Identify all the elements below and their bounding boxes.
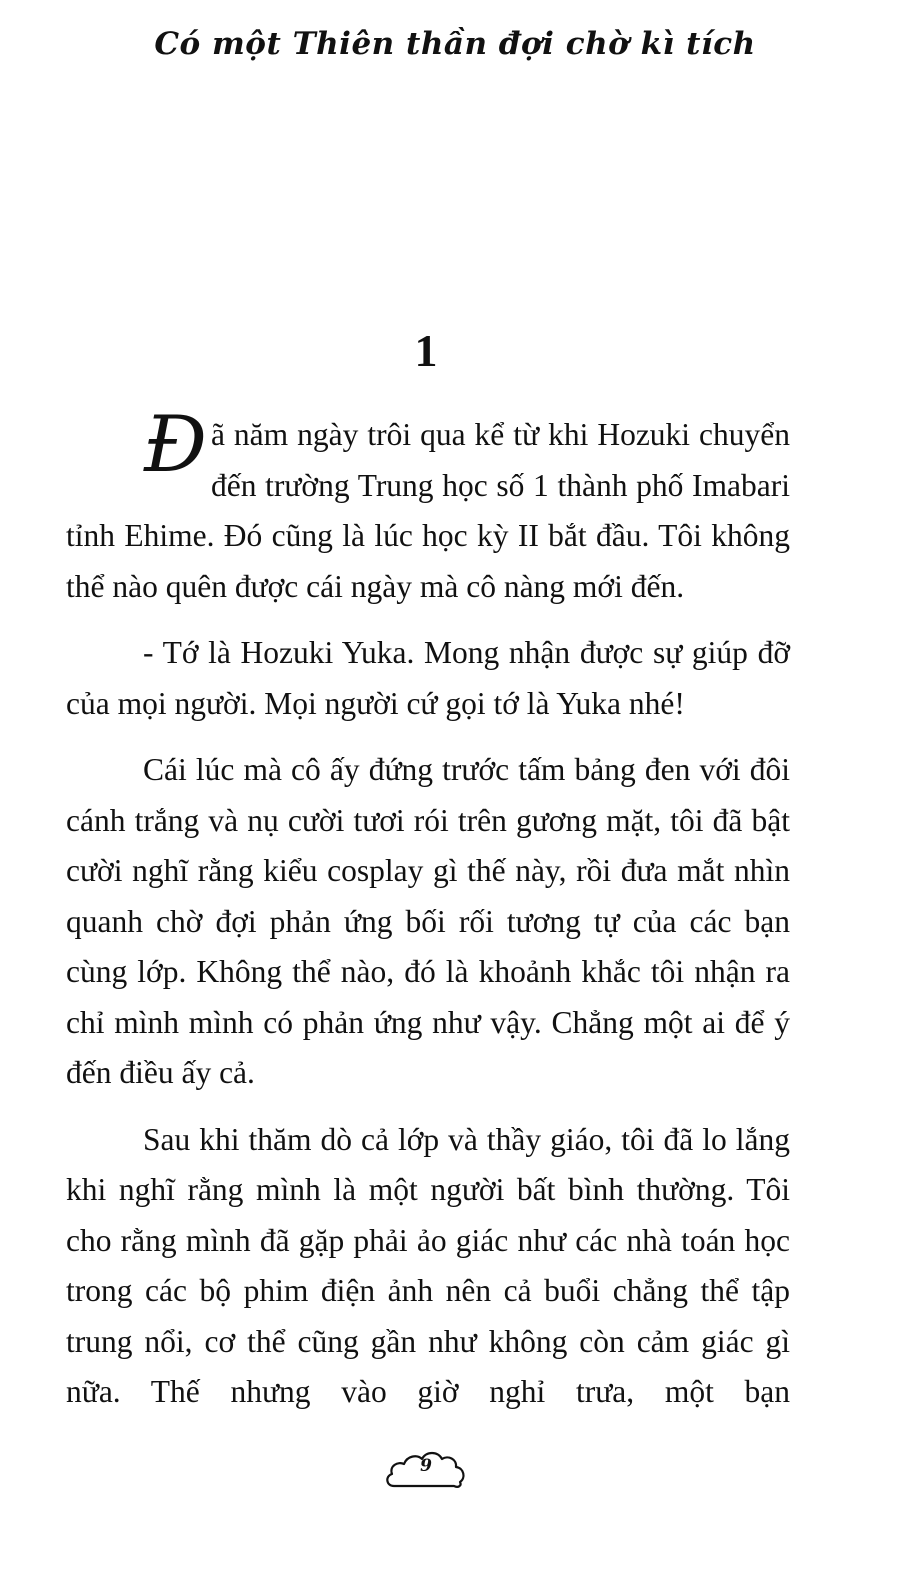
- chapter-number: 1: [414, 325, 438, 376]
- paragraph-1: [66, 400, 790, 612]
- chapter-body: [66, 400, 790, 1434]
- paragraph-3: Cái lúc mà cô ấy đứng trước tấm bảng đen với đôi cánh trắng và nụ cười tươi rói trên gương mặt, tôi đã bật cười nghĩ rằng kiểu cosplay gì thế này, rồi đưa mắt nhìn quanh chờ đợi phản ứng bối rối tương tự của các bạn cùng lớp. Không thể nào, đó là khoảnh khắc tôi nhận ra chỉ mình mình có phản ứng như vậy. Chẳng một ai để ý đến điều ấy cả.: [66, 752, 790, 1090]
- running-title: Có một Thiên thần đợi chờ kì tích: [154, 26, 756, 62]
- paragraph-4: Sau khi thăm dò cả lớp và thầy giáo, tôi đã lo lắng khi nghĩ rằng mình là một người bất bình thường. Tôi cho rằng mình đã gặp phải ảo giác như các nhà toán học trong các bộ phim điện ảnh nên cả buổi chẳng thể tập trung nổi, cơ thể cũng gần như không còn cảm giác gì nữa. Thế nhưng vào giờ nghỉ trưa, một bạn: [66, 1121, 790, 1409]
- paragraph-2: - Tớ là Hozuki Yuka. Mong nhận được sự giúp đỡ của mọi người. Mọi người cứ gọi tớ là Yuka nhé!: [66, 635, 790, 721]
- page-number: 9: [420, 1456, 432, 1476]
- drop-cap: Đ: [144, 400, 207, 490]
- paragraph-1-text: ã năm ngày trôi qua kể từ khi Hozuki chuyển đến trường Trung học số 1 thành phố Imabari tỉnh Ehime. Đó cũng là lúc học kỳ II bắt đầu. Tôi không thể nào quên được cái ngày mà cô nàng mới đến.: [66, 417, 790, 604]
- page-number-badge: [384, 1442, 468, 1494]
